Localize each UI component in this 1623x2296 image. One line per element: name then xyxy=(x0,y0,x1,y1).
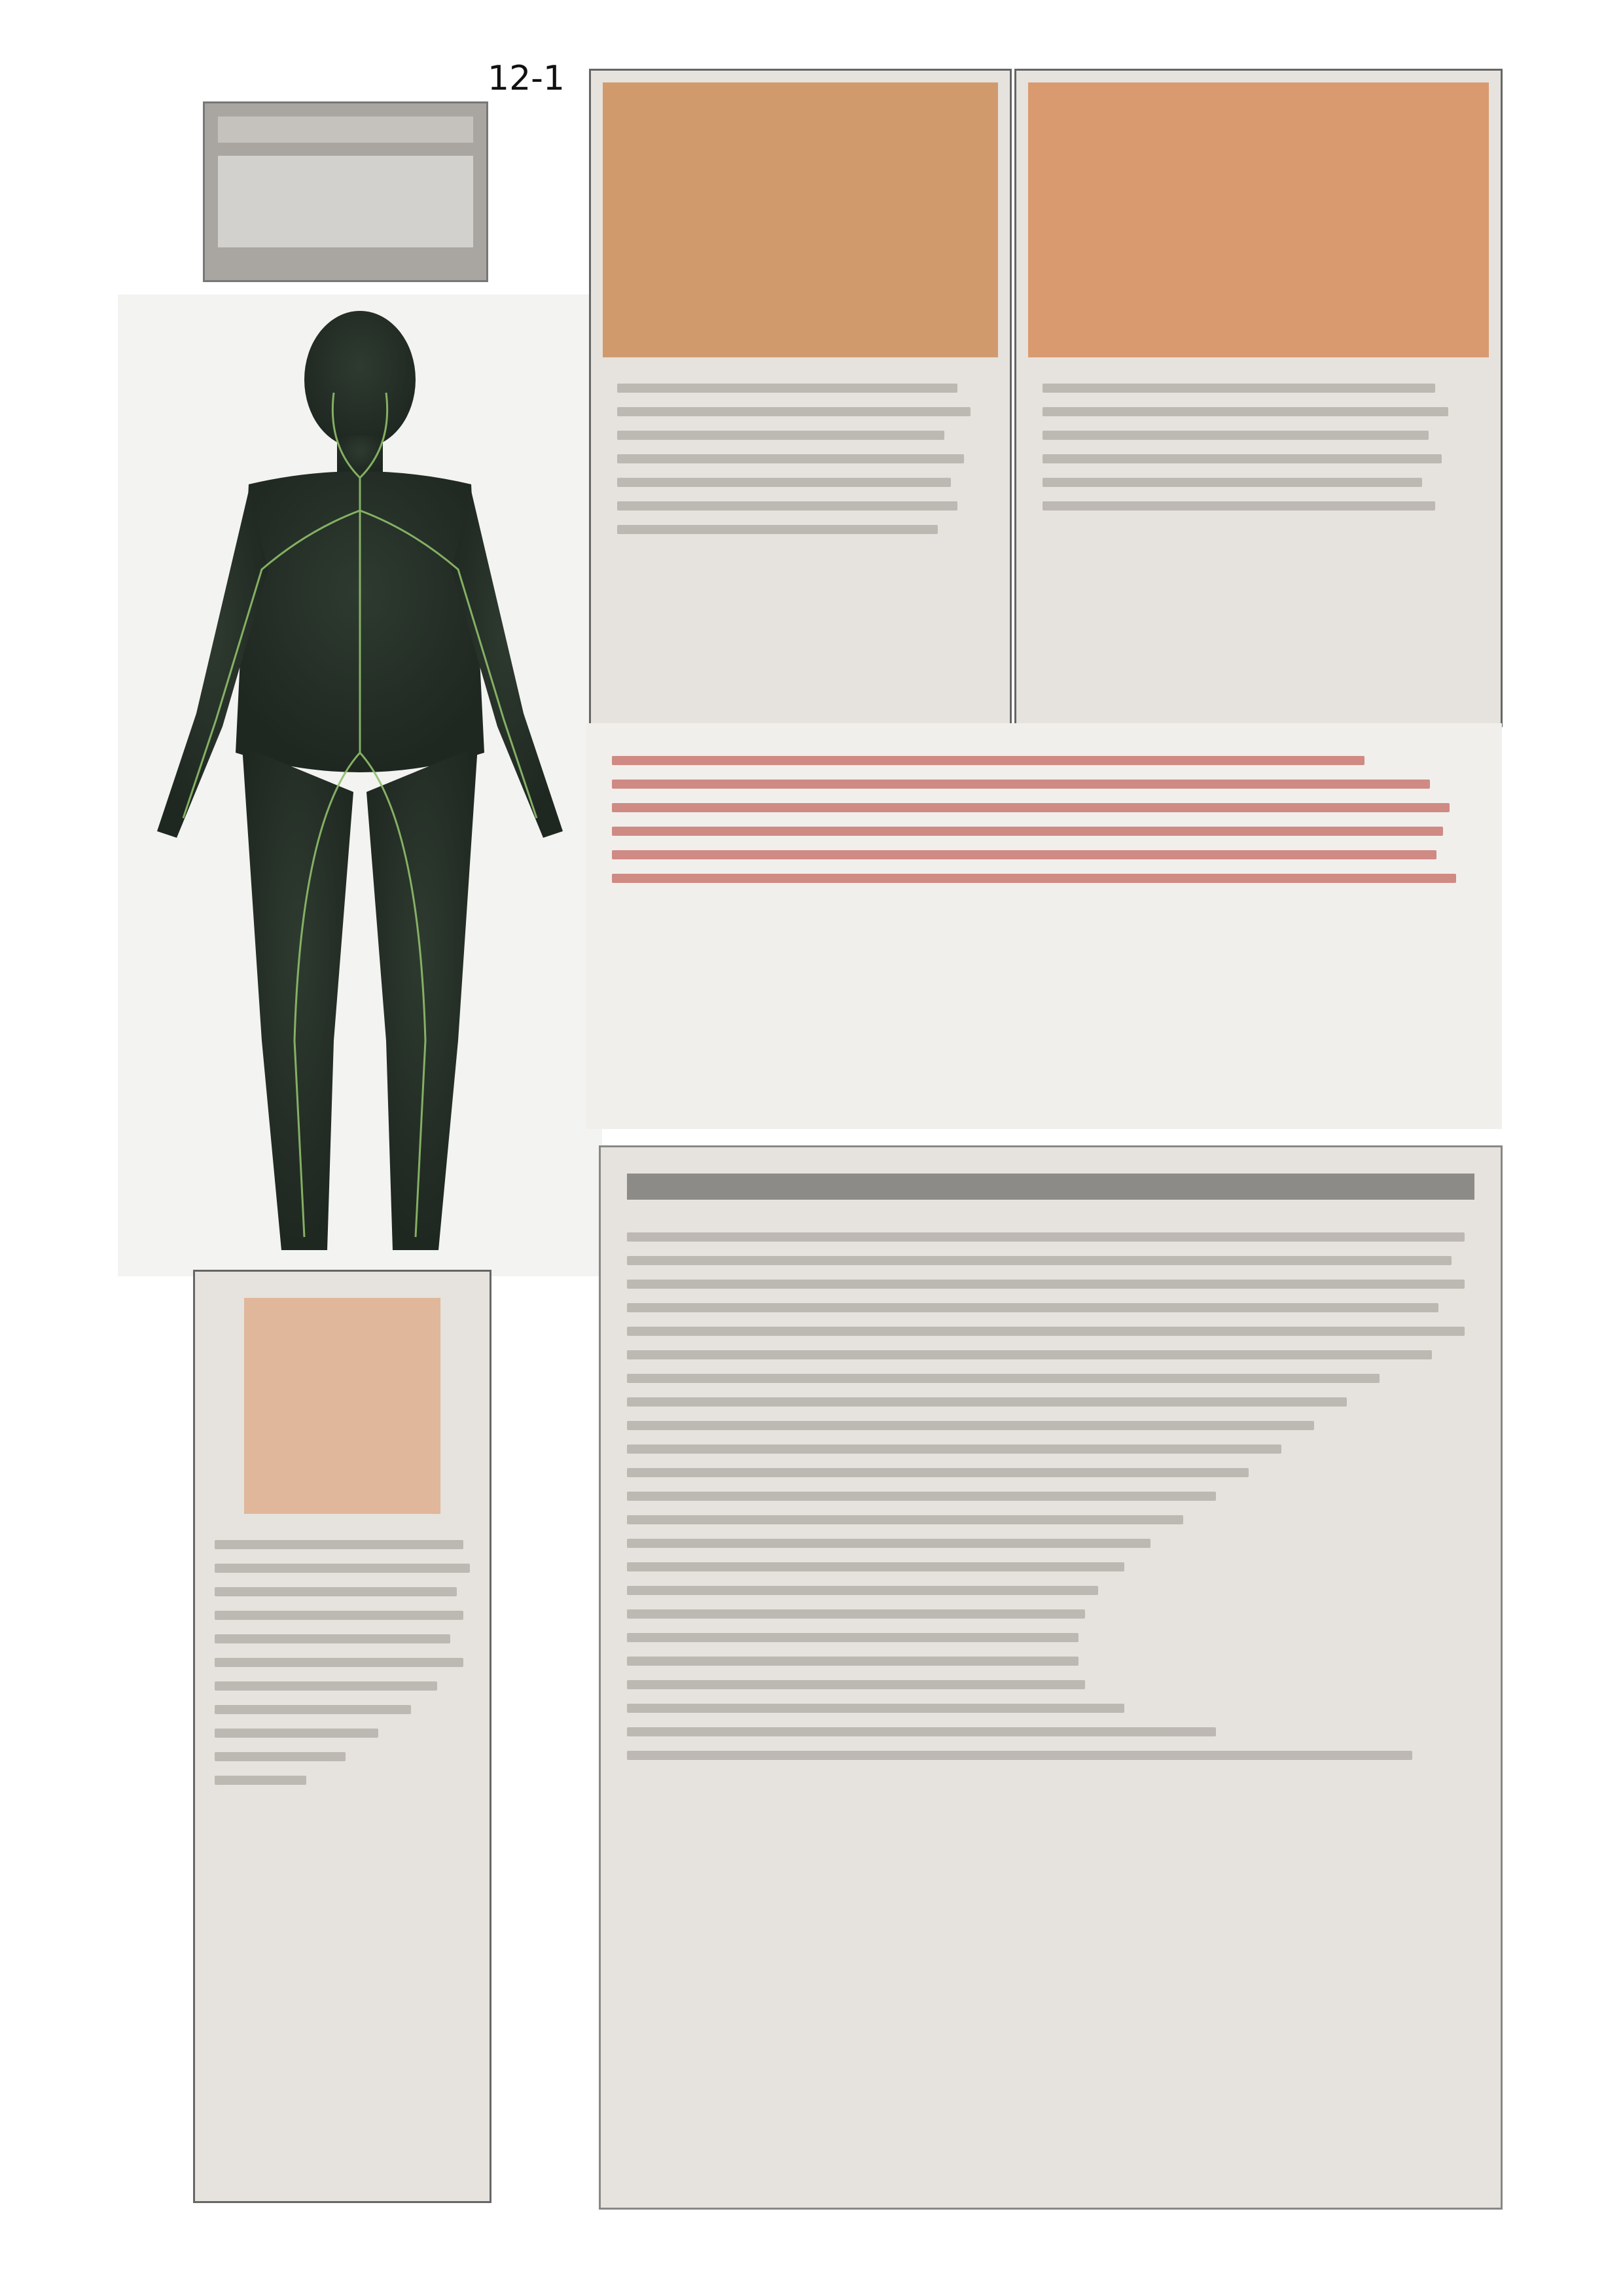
groin-photo xyxy=(1028,82,1489,357)
groin-panel xyxy=(1014,69,1503,727)
child-caption xyxy=(215,1540,470,1785)
groin-caption xyxy=(1043,384,1474,511)
intro-block xyxy=(586,723,1502,1129)
child-photo xyxy=(244,1298,440,1514)
article-heading xyxy=(627,1174,1474,1200)
armpit-photo xyxy=(603,82,998,357)
masthead xyxy=(203,101,488,282)
armpit-panel xyxy=(589,69,1012,727)
intro-text xyxy=(586,723,1502,930)
article-body xyxy=(627,1232,1474,1760)
body-illustration xyxy=(118,295,602,1276)
body-silhouette-icon xyxy=(118,295,602,1276)
child-neck-panel xyxy=(193,1270,491,2203)
page-number: 12-1 xyxy=(488,59,565,98)
masthead-subtitle xyxy=(218,117,473,143)
armpit-caption xyxy=(617,384,984,534)
masthead-title xyxy=(218,156,473,247)
main-article xyxy=(599,1145,1503,2210)
